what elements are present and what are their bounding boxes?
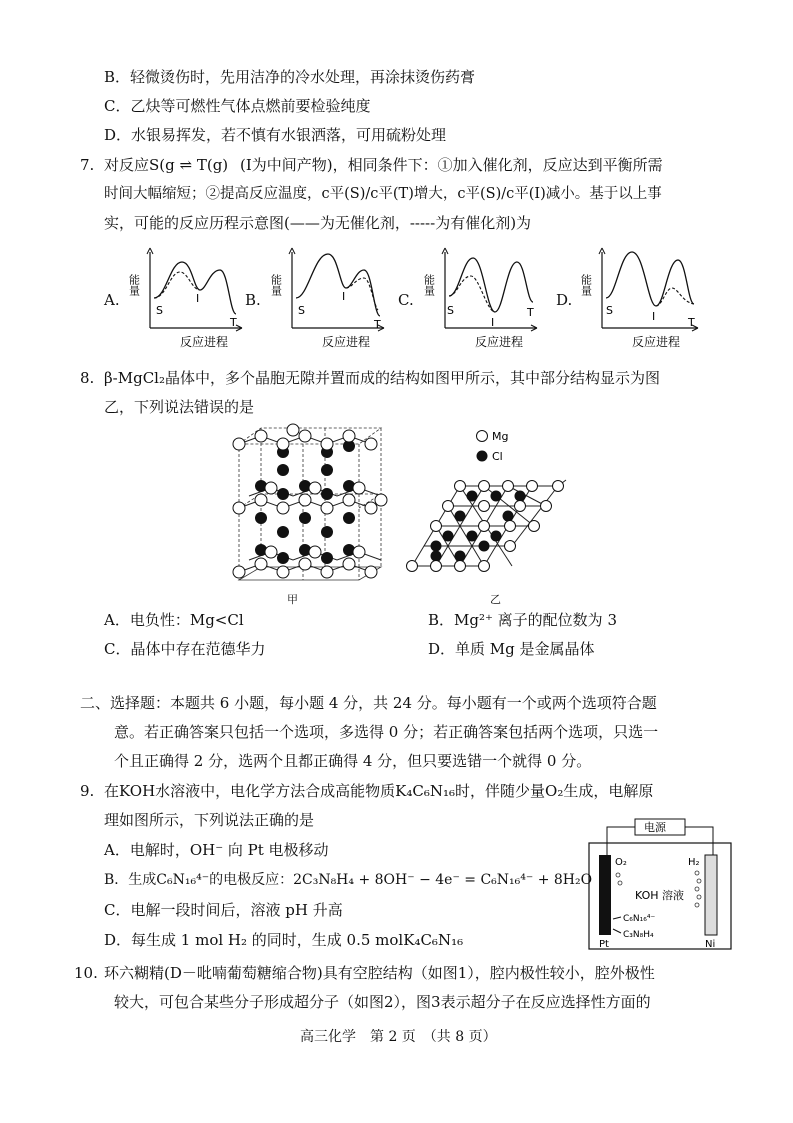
section2-line1: 二、选择题：本题共 6 小题，每小题 4 分，共 24 分。每小题有一个或两个选项符合题 [80, 694, 657, 712]
q6-option-c: C．乙炔等可燃性气体点燃前要检验纯度 [104, 97, 371, 115]
q10-line1: 环六糊精(D－吡喃葡萄糖缩合物)具有空腔结构（如图1），腔内极性较小，腔外极性 [104, 964, 655, 982]
q7-option-c-label: C. [398, 291, 414, 309]
q8-option-d: D．单质 Mg 是金属晶体 [428, 640, 595, 658]
c3n8h4-label: C₃N₈H₄ [623, 930, 654, 940]
q9-line2: 理如图所示，下列说法正确的是 [104, 811, 315, 829]
q7b-xlabel: 反应进程 [322, 335, 371, 349]
legend-mg: Mg [492, 430, 509, 443]
q7d-xlabel: 反应进程 [632, 335, 681, 349]
q9-line1: 在KOH水溶液中，电化学方法合成高能物质K₄C₆N₁₆时，伴随少量O₂生成，电解原 [104, 782, 654, 800]
q8-option-a: A．电负性：Mg<Cl [104, 611, 244, 629]
q7-diagram-b [269, 240, 392, 350]
q7-diagram-a [127, 240, 250, 350]
q7b-t: T [374, 318, 381, 331]
caption-yi: 乙 [490, 593, 501, 606]
q9-option-c: C．电解一段时间后，溶液 pH 升高 [104, 901, 343, 919]
q6-option-b: B．轻微烫伤时，先用洁净的冷水处理，再涂抹烫伤药膏 [104, 68, 476, 86]
q10-line2: 较大，可包合某些分子形成超分子（如图2），图3表示超分子在反应选择性方面的 [114, 993, 651, 1011]
caption-jia: 甲 [287, 593, 298, 606]
q7c-t: T [527, 306, 534, 319]
page-footer: 高三化学 第 2 页 （共 8 页） [300, 1029, 497, 1045]
q7d-t: T [688, 316, 695, 329]
q7c-ylabel: 能量 [422, 274, 436, 296]
q7-option-b-label: B. [245, 291, 261, 309]
q7-line2: 时间大幅缩短；②提高反应温度，c平(S)/c平(T)增大，c平(S)/c平(I)减小。基于以上事 [104, 186, 662, 202]
q9-option-d: D．每生成 1 mol H₂ 的同时，生成 0.5 molK₄C₆N₁₆ [104, 931, 464, 949]
legend-cl: Cl [492, 450, 503, 463]
q7-line3: 实，可能的反应历程示意图(——为无催化剂，-----为有催化剂)为 [104, 214, 532, 232]
crystal-structure-yi [400, 422, 580, 582]
q7-reaction: 对反应S(g ⇌ T(g) [104, 156, 229, 174]
q7d-i: I [652, 310, 656, 323]
pt-electrode-label: Pt [599, 939, 609, 950]
q7a-ylabel: 能量 [127, 274, 141, 296]
power-label: 电源 [644, 821, 666, 834]
q9-option-a: A．电解时，OH⁻ 向 Pt 电极移动 [104, 841, 329, 859]
q9-number: 9. [80, 782, 95, 800]
q7b-ylabel: 能量 [269, 274, 283, 296]
q10-number: 10. [74, 964, 98, 982]
q8-line2: 乙，下列说法错误的是 [104, 398, 255, 416]
koh-solution-label: KOH 溶液 [635, 889, 685, 902]
ni-electrode-label: Ni [705, 939, 716, 950]
q9-option-b: B．生成C₆N₁₆⁴⁻的电极反应：2C₃N₈H₄ + 8OH⁻ − 4e⁻ = C₆N₁₆⁴⁻ + 8H₂O [104, 872, 593, 888]
q8-option-c: C．晶体中存在范德华力 [104, 640, 266, 658]
section2-line2: 意。若正确答案只包括一个选项，多选得 0 分；若正确答案包括两个选项，只选一 [114, 723, 659, 741]
q6-option-d: D．水银易挥发，若不慎有水银洒落，可用硫粉处理 [104, 126, 447, 144]
o2-label: O₂ [615, 857, 627, 868]
q7c-s: S [447, 304, 454, 317]
q7a-s: S [156, 304, 163, 317]
q7d-ylabel: 能量 [579, 274, 593, 296]
q7b-i: I [342, 290, 346, 303]
h2-label: H₂ [688, 857, 700, 868]
q7a-xlabel: 反应进程 [180, 335, 229, 349]
q7-diagram-d [579, 240, 707, 350]
q7a-i: I [196, 292, 200, 305]
q7-option-d-label: D. [556, 291, 573, 309]
q7c-i: I [491, 316, 495, 329]
q8-line1: β-MgCl₂晶体中，多个晶胞无隙并置而成的结构如图甲所示，其中部分结构显示为图 [104, 369, 660, 387]
section2-line3: 个且正确得 2 分，选两个且都正确得 4 分，但只要选错一个就得 0 分。 [114, 752, 592, 770]
crystal-structure-jia [225, 422, 390, 607]
q7a-t: T [230, 316, 237, 329]
q7b-s: S [298, 304, 305, 317]
q7c-xlabel: 反应进程 [475, 335, 524, 349]
q7-diagram-c [422, 240, 545, 350]
q8-number: 8. [80, 369, 95, 387]
c6n16-label: C₆N₁₆⁴⁻ [623, 914, 656, 924]
q7-number: 7. [80, 156, 95, 174]
q7-line1: (I为中间产物)，相同条件下：①加入催化剂，反应达到平衡所需 [240, 156, 663, 174]
q8-option-b: B．Mg²⁺ 离子的配位数为 3 [428, 611, 617, 629]
electrolysis-cell-diagram [585, 815, 735, 955]
q7d-s: S [606, 304, 613, 317]
q7-option-a-label: A. [104, 291, 120, 309]
